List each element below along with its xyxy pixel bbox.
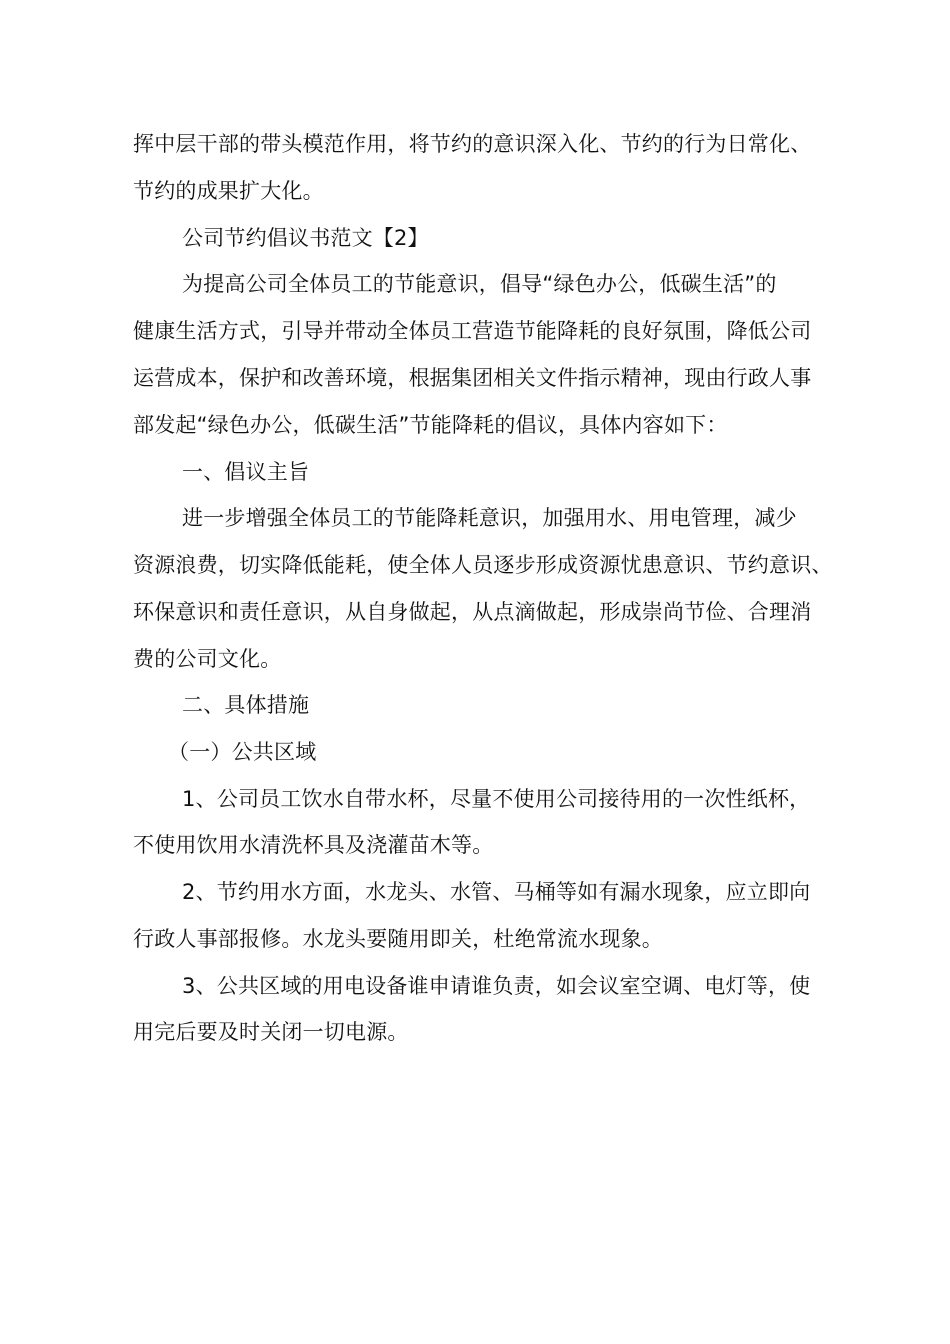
text-line: 3、公共区域的用电设备谁申请谁负责，如会议室空调、电灯等，使 [182, 974, 811, 998]
text-line: 费的公司文化。 [133, 647, 282, 671]
text-line: 2、节约用水方面，水龙头、水管、马桶等如有漏水现象，应立即向 [182, 880, 811, 904]
text-line: 用完后要及时关闭一切电源。 [133, 1020, 409, 1044]
heading-line: 一、倡议主旨 [182, 460, 310, 484]
text-line: 运营成本，保护和改善环境，根据集团相关文件指示精神，现由行政人事 [133, 366, 812, 390]
text-line: 环保意识和责任意识，从自身做起，从点滴做起，形成崇尚节俭、合理消 [133, 600, 812, 624]
text-line: 1、公司员工饮水自带水杯，尽量不使用公司接待用的一次性纸杯， [182, 787, 811, 811]
heading-line: 二、具体措施 [182, 693, 310, 717]
text-line: 行政人事部报修。水龙头要随用即关，杜绝常流水现象。 [133, 927, 663, 951]
text-line: 挥中层干部的带头模范作用，将节约的意识深入化、节约的行为日常化、 [133, 132, 812, 156]
section-title: 公司节约倡议书范文【2】 [182, 226, 429, 250]
text-line: 部发起“绿色办公，低碳生活”节能降耗的倡议，具体内容如下： [133, 413, 728, 437]
subheading-line: （一）公共区域 [168, 740, 317, 764]
text-line: 健康生活方式，引导并带动全体员工营造节能降耗的良好氛围，降低公司 [133, 319, 812, 343]
text-line: 不使用饮用水清洗杯具及浇灌苗木等。 [133, 833, 494, 857]
text-line: 为提高公司全体员工的节能意识，倡导“绿色办公，低碳生活”的 [182, 272, 777, 296]
text-line: 资源浪费，切实降低能耗，使全体人员逐步形成资源忧患意识、节约意识、 [133, 553, 833, 577]
text-line: 节约的成果扩大化。 [133, 179, 324, 203]
text-line: 进一步增强全体员工的节能降耗意识，加强用水、用电管理，减少 [182, 506, 797, 530]
